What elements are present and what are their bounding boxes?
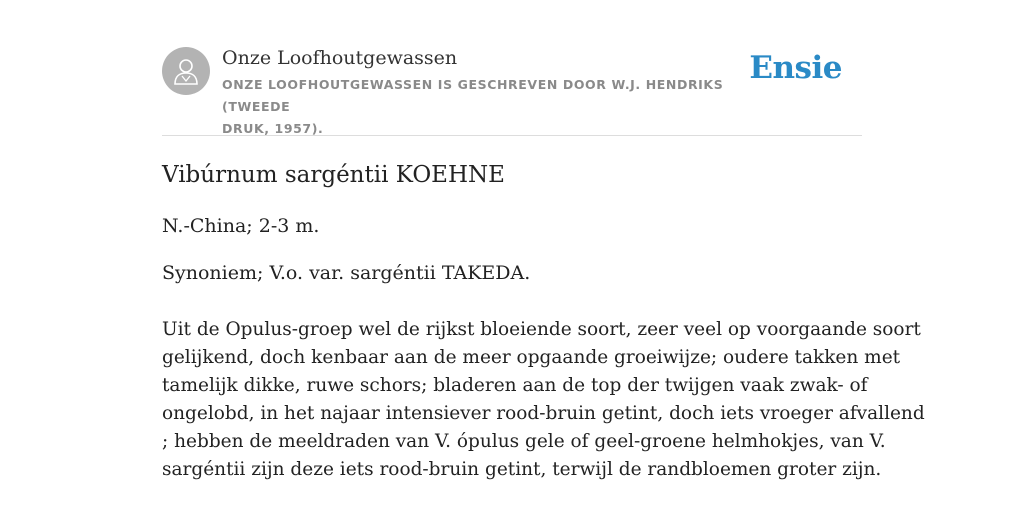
origin-text: N.-China; 2-3 m. <box>162 215 320 237</box>
body-line: tamelijk dikke, ruwe schors; bladeren aan de top der twijgen vaak zwak- of <box>162 375 868 396</box>
source-title[interactable]: Onze Loofhoutgewassen <box>222 47 458 69</box>
body-line: Uit de Opulus-groep wel de rijkst bloeiende soort, zeer veel op voorgaande soort <box>162 319 921 340</box>
source-header <box>162 0 862 136</box>
user-icon <box>173 57 199 85</box>
source-description-line: DRUK, 1957). <box>222 121 324 136</box>
body-line: ongelobd, in het najaar intensiever rood-bruin getint, doch iets vroeger afvallend <box>162 403 925 424</box>
body-line: sargéntii zijn deze iets rood-bruin getint, terwijl de randbloemen groter zijn. <box>162 459 882 480</box>
source-description <box>222 74 762 140</box>
source-info <box>222 46 762 140</box>
avatar[interactable] <box>162 47 210 95</box>
body-line: ; hebben de meeldraden van V. ópulus gele of geel-groene helmhokjes, van V. <box>162 431 886 452</box>
source-description-line: ONZE LOOFHOUTGEWASSEN IS GESCHREVEN DOOR W.J. HENDRIKS (TWEEDE <box>222 77 724 114</box>
body-line: gelijkend, doch kenbaar aan de meer opgaande groeiwijze; oudere takken met <box>162 347 901 368</box>
synonym-text: Synoniem; V.o. var. sargéntii TAKEDA. <box>162 262 531 284</box>
article-title: Vibúrnum sargéntii KOEHNE <box>162 162 505 188</box>
brand-logo[interactable]: Ensie <box>749 50 842 86</box>
article-body <box>162 316 925 484</box>
page <box>162 0 925 480</box>
